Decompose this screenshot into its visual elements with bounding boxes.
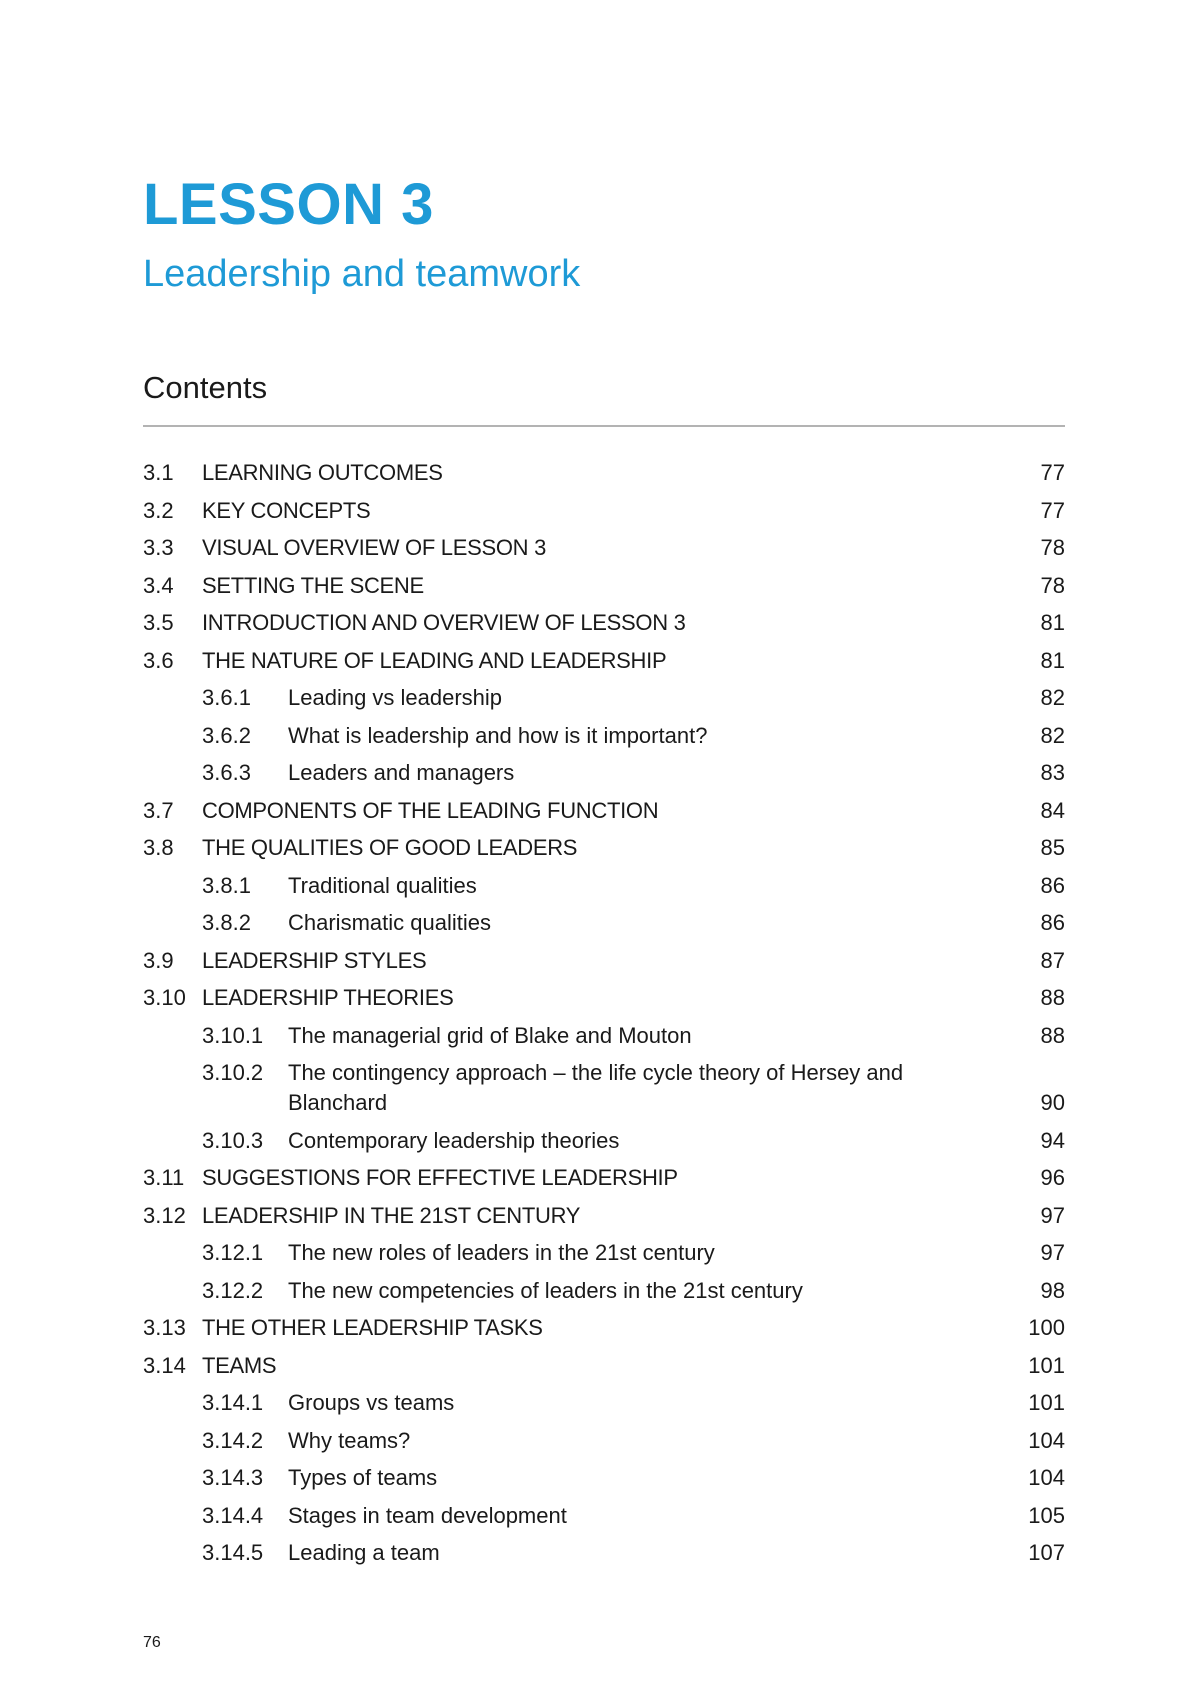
- toc-entry-page: 85: [1040, 835, 1065, 860]
- toc-section-entry: [143, 981, 1065, 1019]
- toc-section-entry: [143, 494, 1065, 532]
- toc-entry-number: 3.10: [143, 985, 186, 1010]
- toc-entry-title: Leading a team: [288, 1540, 440, 1565]
- toc-entry-number: 3.8.2: [202, 910, 251, 935]
- toc-entry-number: 3.14.4: [202, 1502, 264, 1528]
- toc-entry-number: 3.2: [143, 497, 174, 523]
- toc-entry-page: 104: [1028, 1427, 1065, 1453]
- toc-entry-title: LEARNING OUTCOMES: [202, 460, 443, 485]
- toc-entry-title: Leading vs leadership: [288, 685, 503, 710]
- toc-entry-title: Groups vs teams: [288, 1390, 455, 1415]
- toc-entry-page: 78: [1040, 572, 1065, 598]
- toc-section-entry: [143, 1161, 1065, 1199]
- toc-entry-page: 86: [1040, 910, 1065, 935]
- toc-entry-title: The new competencies of leaders in the 21st century: [288, 1277, 803, 1303]
- toc-subsection-entry: [143, 906, 1065, 944]
- toc-entry-title: COMPONENTS OF THE LEADING FUNCTION: [202, 797, 659, 823]
- lesson-subtitle: Leadership and teamwork: [143, 253, 581, 295]
- toc-entry-number: 3.1: [143, 460, 174, 485]
- toc-section-entry: [143, 456, 1065, 494]
- toc-subsection-entry: [143, 719, 1065, 757]
- toc-entry-number: 3.6.3: [202, 760, 251, 785]
- toc-entry-page: 88: [1040, 1022, 1065, 1048]
- toc-entry-title: What is leadership and how is it important?: [288, 722, 708, 748]
- toc-entry-title: Stages in team development: [288, 1502, 567, 1528]
- toc-entry-number: 3.12.1: [202, 1240, 264, 1265]
- table-of-contents: [143, 456, 1065, 1574]
- toc-entry-number: 3.14: [143, 1352, 186, 1378]
- toc-subsection-entry: [143, 1274, 1065, 1312]
- contents-divider: [143, 425, 1065, 427]
- toc-entry-title: Contemporary leadership theories: [288, 1127, 620, 1153]
- toc-entry-number: 3.10.3: [202, 1127, 264, 1153]
- toc-entry-title: The new roles of leaders in the 21st century: [288, 1240, 715, 1265]
- toc-entry-page: 82: [1040, 722, 1065, 748]
- toc-entry-title: VISUAL OVERVIEW OF LESSON 3: [202, 535, 547, 560]
- toc-subsection-entry: [143, 1236, 1065, 1274]
- toc-entry-page: 107: [1028, 1540, 1065, 1565]
- page-number: 76: [143, 1634, 161, 1651]
- toc-entry-page: 81: [1040, 647, 1065, 673]
- toc-section-entry: [143, 606, 1065, 644]
- toc-entry-number: 3.14.2: [202, 1427, 264, 1453]
- toc-entry-title: THE NATURE OF LEADING AND LEADERSHIP: [202, 647, 667, 673]
- toc-entry-number: 3.8: [143, 835, 174, 860]
- toc-section-entry: [143, 794, 1065, 832]
- toc-subsection-entry: [143, 1124, 1065, 1162]
- toc-section-entry: [143, 1349, 1065, 1387]
- toc-subsection-entry: [143, 1386, 1065, 1424]
- toc-entry-title: TEAMS: [202, 1352, 277, 1378]
- toc-entry-title: The managerial grid of Blake and Mouton: [288, 1022, 692, 1048]
- toc-entry-number: 3.12: [143, 1202, 186, 1228]
- toc-entry-page: 104: [1028, 1465, 1065, 1490]
- toc-entry-page: 77: [1040, 460, 1065, 485]
- toc-entry-page: 81: [1040, 610, 1065, 635]
- toc-entry-number: 3.9: [143, 947, 174, 973]
- document-page: [143, 0, 1065, 1696]
- toc-entry-number: 3.5: [143, 610, 174, 635]
- toc-entry-page: 100: [1028, 1315, 1065, 1340]
- toc-entry-number: 3.10.1: [202, 1022, 264, 1048]
- toc-entry-page: 83: [1040, 760, 1065, 785]
- toc-entry-page: 82: [1040, 685, 1065, 710]
- toc-entry-number: 3.12.2: [202, 1277, 264, 1303]
- toc-entry-page: 86: [1040, 872, 1065, 898]
- toc-subsection-entry: [143, 1499, 1065, 1537]
- toc-entry-page: 84: [1040, 797, 1065, 823]
- contents-heading: Contents: [143, 370, 268, 405]
- toc-subsection-entry: [143, 869, 1065, 907]
- toc-section-entry: [143, 1199, 1065, 1237]
- lesson-title: LESSON 3: [143, 172, 434, 237]
- toc-entry-page: 88: [1040, 985, 1065, 1010]
- toc-entry-title: Charismatic qualities: [288, 910, 491, 935]
- toc-entry-page: 78: [1040, 535, 1065, 560]
- toc-entry-page: 97: [1040, 1240, 1065, 1265]
- toc-entry-page: 98: [1040, 1277, 1065, 1303]
- toc-entry-title: Leaders and managers: [288, 760, 515, 785]
- toc-section-entry: [143, 1311, 1065, 1349]
- toc-section-entry: [143, 569, 1065, 607]
- toc-entry-page: 77: [1040, 497, 1065, 523]
- toc-entry-title: Why teams?: [288, 1427, 411, 1453]
- toc-entry-number: 3.6: [143, 647, 174, 673]
- toc-section-entry: [143, 831, 1065, 869]
- toc-entry-page: 105: [1028, 1502, 1065, 1528]
- toc-subsection-entry: [143, 681, 1065, 719]
- toc-entry-title: Traditional qualities: [288, 872, 477, 898]
- toc-entry-title: SETTING THE SCENE: [202, 572, 424, 598]
- toc-section-entry: [143, 944, 1065, 982]
- toc-subsection-entry: [143, 1536, 1065, 1574]
- toc-entry-page: 94: [1040, 1127, 1065, 1153]
- toc-section-entry: [143, 531, 1065, 569]
- toc-entry-number: 3.14.1: [202, 1390, 264, 1415]
- toc-entry-title: Types of teams: [288, 1465, 438, 1490]
- toc-entry-title: LEADERSHIP STYLES: [202, 947, 427, 973]
- toc-subsection-entry: [143, 1461, 1065, 1499]
- toc-entry-title: THE QUALITIES OF GOOD LEADERS: [202, 835, 578, 860]
- toc-entry-title: SUGGESTIONS FOR EFFECTIVE LEADERSHIP: [202, 1165, 678, 1190]
- toc-entry-number: 3.10.2: [202, 1060, 264, 1085]
- toc-entry-number: 3.6.1: [202, 685, 251, 710]
- toc-entry-number: 3.4: [143, 572, 174, 598]
- toc-entry-page: 87: [1040, 947, 1065, 973]
- toc-entry-number: 3.8.1: [202, 872, 251, 898]
- toc-entry-page: 101: [1028, 1352, 1065, 1378]
- toc-subsection-entry: [143, 1056, 1065, 1124]
- toc-entry-number: 3.14.3: [202, 1465, 264, 1490]
- toc-entry-title: LEADERSHIP IN THE 21ST CENTURY: [202, 1202, 581, 1228]
- toc-entry-number: 3.7: [143, 797, 174, 823]
- toc-entry-number: 3.3: [143, 535, 174, 560]
- toc-entry-title: THE OTHER LEADERSHIP TASKS: [202, 1315, 543, 1340]
- toc-subsection-entry: [143, 756, 1065, 794]
- toc-entry-title: LEADERSHIP THEORIES: [202, 985, 454, 1010]
- toc-entry-title: The contingency approach – the life cycle theory of Hersey and Blanchard: [288, 1060, 904, 1115]
- toc-entry-page: 96: [1040, 1165, 1065, 1190]
- toc-entry-page: 90: [1040, 1090, 1065, 1115]
- toc-entry-page: 97: [1040, 1202, 1065, 1228]
- toc-entry-number: 3.11: [143, 1165, 185, 1190]
- toc-entry-number: 3.14.5: [202, 1540, 264, 1565]
- toc-section-entry: [143, 644, 1065, 682]
- toc-entry-title: KEY CONCEPTS: [202, 497, 371, 523]
- toc-entry-title: INTRODUCTION AND OVERVIEW OF LESSON 3: [202, 610, 686, 635]
- toc-entry-number: 3.6.2: [202, 722, 251, 748]
- toc-subsection-entry: [143, 1424, 1065, 1462]
- toc-subsection-entry: [143, 1019, 1065, 1057]
- toc-entry-page: 101: [1028, 1390, 1065, 1415]
- toc-entry-number: 3.13: [143, 1315, 186, 1340]
